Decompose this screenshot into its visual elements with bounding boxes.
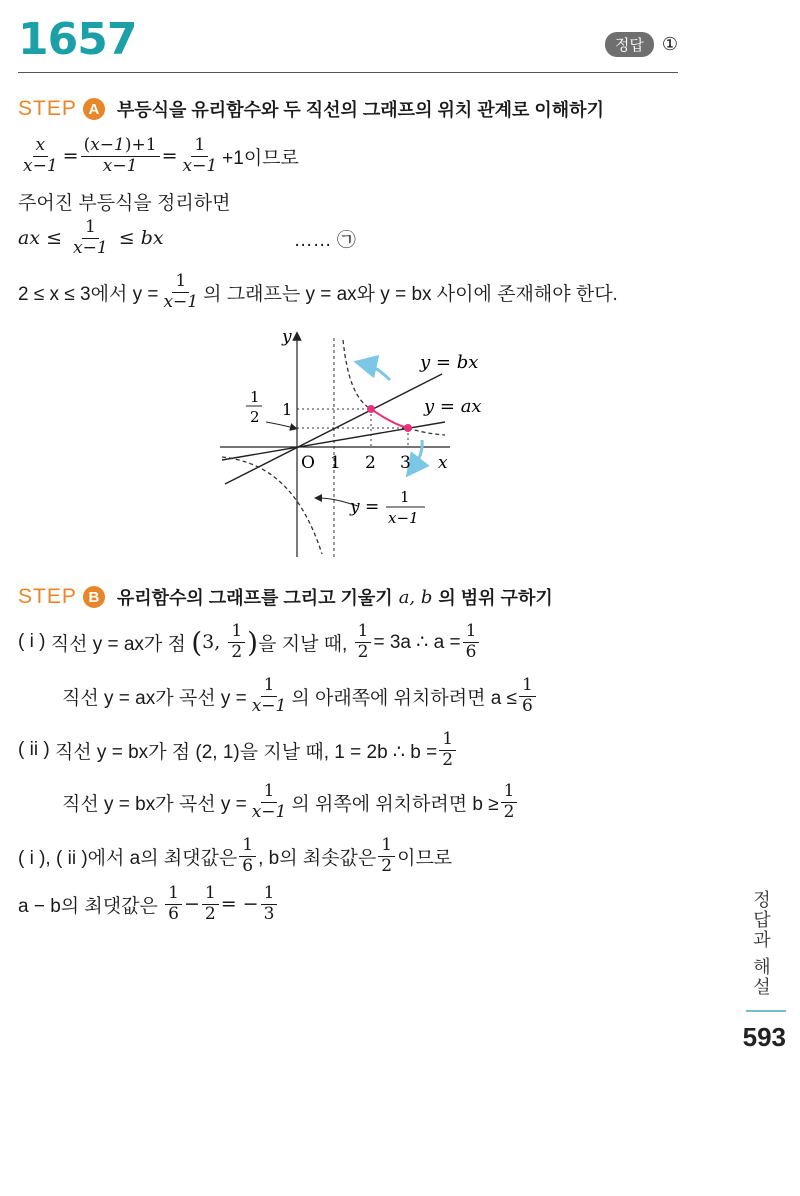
curve-label-eq: y = xyxy=(350,497,380,517)
x-tick-3: 3 xyxy=(400,453,411,473)
step-a-letter: A xyxy=(83,98,105,120)
step-b-title-vars: a, b xyxy=(398,586,433,608)
header-rule xyxy=(18,72,678,73)
step-a-header xyxy=(18,96,604,122)
case-i-label: ( i ) xyxy=(18,631,46,653)
point-2-1 xyxy=(367,405,375,413)
answer-area xyxy=(605,32,678,57)
half-pointer xyxy=(266,422,294,428)
step-a-line-4: 2 ≤ x ≤ 3에서 y = $\frac{1}{x-1}$ 의 그래프는 y = ax와 y = bx 사이에 존재해야 한다. xyxy=(18,271,618,312)
y-tick-1: 1 xyxy=(282,400,293,419)
curve-label-num: 1 xyxy=(400,488,410,506)
case-i-line-2: 직선 y = ax가 곡선 y = $\frac{1}{x-1}$ 의 아래쪽에 위치하려면 a ≤ $\frac{1}{6}$ xyxy=(62,676,538,716)
case-ii-line2-b: 의 위쪽에 위치하려면 b ≥ xyxy=(291,793,499,815)
step-a-tag: STEP xyxy=(18,97,77,120)
case-i-line2-a: 직선 y = ax가 곡선 y = xyxy=(62,687,247,709)
conclusion-line: ( i ), ( ii )에서 a의 최댓값은 $\frac{1}{6}$ , b의 최솟값은 $\frac{1}{2}$ 이므로 xyxy=(18,835,453,876)
case-i-text-c: = 3a ∴ a = xyxy=(373,631,461,653)
curve-right-upper xyxy=(343,340,371,409)
curve-label-den: x−1 xyxy=(388,509,419,527)
answer-value: ① xyxy=(661,34,678,54)
step-a-line4-start: 2 ≤ x ≤ 3에서 y = xyxy=(18,283,159,305)
case-ii-line-1: ( ii ) 직선 y = bx가 점 (2, 1)을 지날 때, 1 = 2b ∴ b = $\frac{1}{2}$ xyxy=(18,730,458,770)
step-a-line4-end: 의 그래프는 y = ax와 y = bx 사이에 존재해야 한다. xyxy=(203,283,618,305)
case-ii-line2-a: 직선 y = bx가 곡선 y = xyxy=(62,793,247,815)
case-i-line2-b: 의 아래쪽에 위치하려면 a ≤ xyxy=(291,687,518,709)
curve-right-tail xyxy=(408,428,445,435)
step-a-circled-mark: …… ㉠ xyxy=(293,229,356,251)
half-denominator: 2 xyxy=(250,408,260,426)
page-number: 593 xyxy=(742,1022,786,1052)
origin-label: O xyxy=(301,453,315,473)
step-a-inequality: ax ≤ $\frac{1}{x-1}$ ≤ bx …… ㉠ xyxy=(18,217,356,258)
x-tick-1: 1 xyxy=(330,453,341,473)
y-axis-label: y xyxy=(282,327,292,347)
case-ii-line-2: 직선 y = bx가 곡선 y = $\frac{1}{x-1}$ 의 위쪽에 위치하려면 b ≥ $\frac{1}{2}$ xyxy=(62,782,519,822)
final-text: a − b의 최댓값은 xyxy=(18,895,158,917)
step-b-title-a: 유리함수의 그래프를 그리고 기울기 xyxy=(116,588,393,608)
conclusion-b: , b의 최솟값은 xyxy=(258,847,377,869)
case-i-line-1: ( i ) 직선 y = ax가 점 ( 3, $\frac{1}{2}$ ) 을 지날 때, $\frac{1}{2}$ = 3a ∴ a = $\frac{1}{6}$ xyxy=(18,622,481,662)
graph xyxy=(210,322,500,562)
step-a-eq1-rest: +1이므로 xyxy=(222,147,299,169)
step-b-title-b: 의 범위 구하기 xyxy=(438,588,553,608)
step-b-letter: B xyxy=(83,586,105,608)
rotate-arrow-up xyxy=(365,364,390,380)
final-equals: = − xyxy=(220,893,259,916)
final-line: a − b의 최댓값은 $\frac{1}{6}$ − $\frac{1}{2}$ = − $\frac{1}{3}$ xyxy=(18,884,279,924)
answer-badge: 정답 xyxy=(605,32,654,57)
rotate-arrow-down xyxy=(413,440,422,468)
step-a-line-2: 주어진 부등식을 정리하면 xyxy=(18,193,231,214)
case-i-text-a: 직선 y = ax가 점 xyxy=(50,633,186,655)
curve-highlight xyxy=(371,409,408,428)
side-tab: 정답과 해설 xyxy=(751,890,771,998)
problem-number: 1657 xyxy=(18,14,137,65)
step-a-title: 부등식을 유리함수와 두 직선의 그래프의 위치 관계로 이해하기 xyxy=(116,100,604,120)
final-minus: − xyxy=(183,893,200,916)
case-i-text-b: 을 지날 때, xyxy=(258,633,348,655)
label-y-bx: y = bx xyxy=(420,352,479,373)
conclusion-a: ( i ), ( ii )에서 a의 최댓값은 xyxy=(18,847,238,869)
label-y-ax: y = ax xyxy=(424,396,482,417)
step-b-tag: STEP xyxy=(18,585,77,608)
x-tick-2: 2 xyxy=(365,453,376,473)
x-axis-label: x xyxy=(438,453,448,473)
conclusion-c: 이므로 xyxy=(397,847,453,869)
step-b-header xyxy=(18,584,553,610)
half-numerator: 1 xyxy=(250,388,260,406)
side-divider xyxy=(746,1010,786,1012)
point-3-half xyxy=(404,424,412,432)
case-ii-text: 직선 y = bx가 점 (2, 1)을 지날 때, 1 = 2b ∴ b = xyxy=(54,741,438,763)
case-ii-label: ( ii ) xyxy=(18,739,50,761)
step-a-equation-1: $\frac{x}{x-1}$ = $\frac{(x-1)+1}{x-1}$ = $\frac{1}{x-1}$ +1이므로 xyxy=(23,135,299,176)
